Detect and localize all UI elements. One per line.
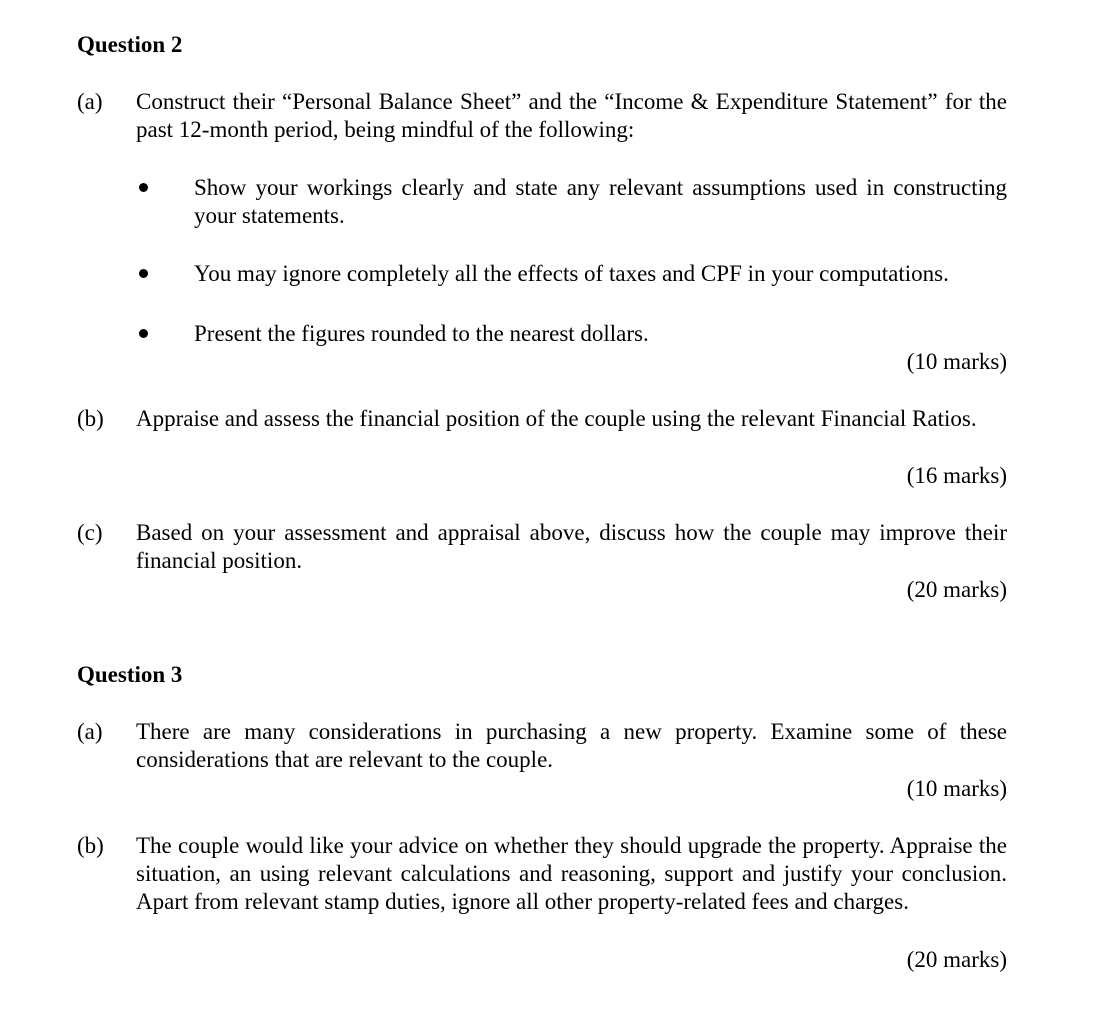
q2a-text: Construct their “Personal Balance Sheet” and the “Income & Expenditure Statement” for the past 12-month period, being mindful of the following: (136, 89, 1007, 142)
q3b-text: The couple would like your advice on whether they should upgrade the property. Appraise the situation, an using relevant calculations and reasoning, support and justify your conclusion. Apart from relevant stamp duties, ignore all other property-related fees and charges. (136, 833, 1007, 914)
q3b-label: (b) (77, 833, 104, 858)
bullet-icon (139, 329, 148, 338)
q2a-label: (a) (77, 89, 103, 114)
q2b-text: Appraise and assess the financial position of the couple using the relevant Financial Ratios. (136, 406, 977, 431)
q2b-marks: (16 marks) (906, 463, 1007, 488)
q3a-text: There are many considerations in purchasing a new property. Examine some of these considerations that are relevant to the couple. (136, 719, 1007, 772)
q2a-bullet-2: You may ignore completely all the effects of taxes and CPF in your computations. (194, 261, 949, 286)
q2a-bullet-3: Present the figures rounded to the nearest dollars. (194, 321, 649, 346)
q2c-text: Based on your assessment and appraisal above, discuss how the couple may improve their financial position. (136, 520, 1007, 573)
question-2-title: Question 2 (77, 32, 183, 57)
q3a-marks: (10 marks) (906, 776, 1007, 801)
q2a-bullet-1: Show your workings clearly and state any relevant assumptions used in constructing your statements. (194, 175, 1007, 228)
q2a-marks: (10 marks) (906, 349, 1007, 374)
q2c-marks: (20 marks) (906, 577, 1007, 602)
q3a-label: (a) (77, 719, 103, 744)
question-3-title: Question 3 (77, 662, 183, 687)
q3b-marks: (20 marks) (906, 947, 1007, 972)
q2b-label: (b) (77, 406, 104, 431)
q2c-label: (c) (77, 520, 103, 545)
bullet-icon (139, 183, 148, 192)
bullet-icon (139, 269, 148, 278)
